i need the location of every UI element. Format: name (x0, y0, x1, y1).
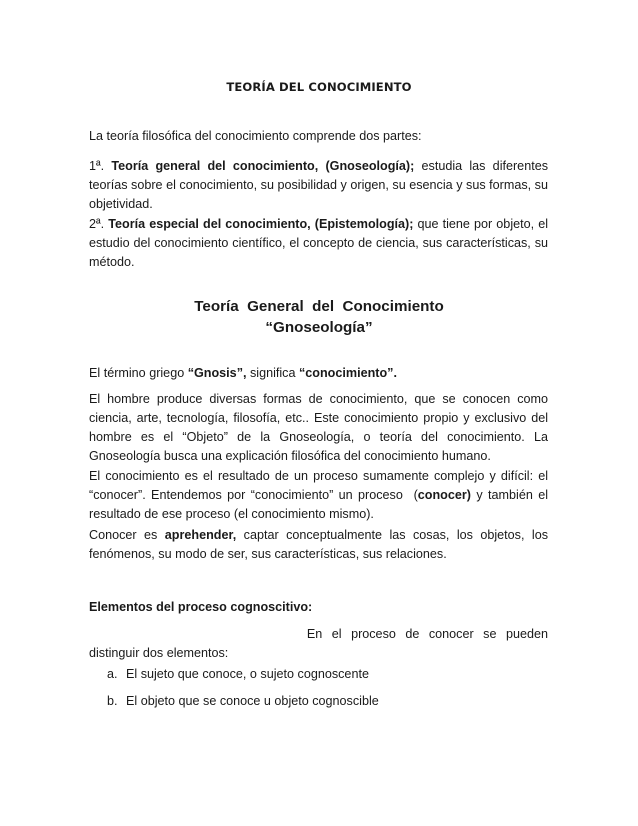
part-two-heading: Teoría especial del conocimiento, (Epistemología); (108, 217, 414, 231)
list-marker: a. (107, 667, 118, 681)
aprehender-before: Conocer es (89, 528, 165, 542)
aprehender-bold: aprehender, (164, 528, 237, 542)
aprehender-after: captar conceptualmente las cosas, los objetos, los fenómenos, su modo de ser, sus características, sus relaciones. (89, 528, 549, 561)
part-two-text: que tiene por objeto, el estudio del conocimiento científico, el concepto de ciencia, sus características, su método. (89, 217, 549, 269)
hombre-paragraph: El hombre produce diversas formas de conocimiento, que se conocen como ciencia, arte, tecnología, filosofía, etc.. Este conocimiento propio y exclusivo del hombre es el “Objeto” de la Gnoseología, o teoría del conocimiento. La Gnoseología busca una explicación filosófica del conocimiento humano. (89, 392, 548, 463)
elements-intro-line1: En el proceso de conocer se pueden (306, 627, 548, 641)
gnosis-term: “Gnosis”, (187, 366, 247, 380)
list-marker: b. (107, 694, 118, 708)
gnosis-middle: significa (249, 366, 296, 380)
part-two-number: 2ª. (89, 217, 105, 231)
intro-paragraph: La teoría filosófica del conocimiento comprende dos partes: (89, 129, 422, 143)
part-one-text: estudia las diferentes teorías sobre el conocimiento, su posibilidad y origen, su esencia y sus formas, su objetividad. (89, 159, 548, 211)
resultado-paragraph (89, 467, 552, 524)
document-title: TEORÍA DEL CONOCIMIENTO (226, 80, 412, 94)
elements-intro-line2: distinguir dos elementos: (89, 646, 229, 660)
resultado-before: El conocimiento es el resultado de un proceso sumamente complejo y difícil: el “conocer”. Entendemos por “conocimiento” un proceso ( (89, 469, 552, 502)
elements-heading: Elementos del proceso cognoscitivo: (89, 600, 313, 614)
part-two-paragraph (89, 215, 548, 272)
list-item-text: El objeto que se conoce u objeto cognoscible (126, 694, 379, 708)
aprehender-paragraph (89, 526, 548, 564)
resultado-after: y también el resultado de ese proceso (el conocimiento mismo). (89, 488, 548, 521)
resultado-bold: conocer) (417, 488, 471, 502)
gnosis-meaning: “conocimiento”. (298, 366, 397, 380)
part-one-number: 1ª. (89, 159, 105, 173)
section-title-line1: Teoría General del Conocimiento (194, 298, 444, 315)
gnosis-paragraph (89, 364, 548, 383)
part-one-heading: Teoría general del conocimiento, (Gnoseología); (111, 159, 415, 173)
gnosis-before: El término griego (89, 366, 185, 380)
list-item-text: El sujeto que conoce, o sujeto cognoscente (126, 667, 369, 681)
list-item (107, 692, 379, 711)
element-list-b (107, 692, 379, 711)
element-list-a (107, 665, 369, 684)
section-title-line2: “Gnoseología” (265, 319, 373, 336)
list-item (107, 665, 369, 684)
part-one-paragraph (89, 157, 548, 214)
